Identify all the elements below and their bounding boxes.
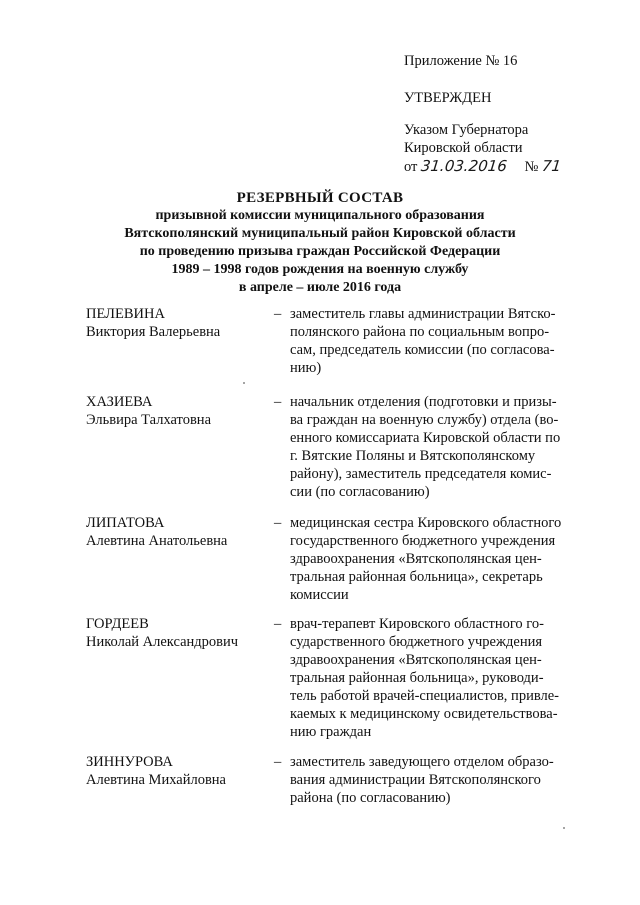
role-line: нию граждан [290,724,372,740]
role-line: начальник отделения (подготовки и призы- [290,394,557,410]
role-line: медицинская сестра Кировского областного [290,515,562,531]
member-name [86,615,271,651]
handwritten-number: 71 [541,157,563,175]
member-role [290,615,578,741]
role-line: сам, председатель комиссии (по согласова- [290,342,555,358]
role-line: вания администрации Вятскополянского [290,772,541,788]
member-dash: – [274,306,282,322]
title-line-5: в апреле – июле 2016 года [238,280,402,295]
member-dash: – [274,754,282,770]
member-name [86,305,271,341]
member-role [290,514,578,604]
member-surname: ЛИПАТОВА [86,515,165,531]
member-surname: ГОРДЕЕВ [86,616,149,632]
role-line: енного комиссариата Кировской области по [290,430,561,446]
approved-stamp-text: УТВЕРЖДЕН [404,90,492,106]
title-line-4: 1989 – 1998 годов рождения на военную службу [171,262,469,277]
member-surname: ПЕЛЕВИНА [86,306,165,322]
role-line: заместитель заведующего отделом образо- [290,754,554,770]
handwritten-date: 31.03.2016 [420,157,508,175]
role-line: сударственного бюджетного учреждения [290,634,543,650]
role-line: района (по согласованию) [290,790,451,806]
member-dash: – [274,616,282,632]
member-given-name: Виктория Валерьевна [86,324,221,340]
role-line: тральная районная больница», руководи- [290,670,544,686]
title-line-2: Вятскополянский муниципальный район Кировской области [124,226,516,241]
role-line: полянского района по социальным вопро- [290,324,550,340]
member-dash: – [274,394,282,410]
role-line: г. Вятские Поляны и Вятскополянскому [290,448,536,464]
role-line: врач-терапевт Кировского областного го- [290,616,544,632]
scan-speck [563,827,565,829]
date-prefix: от [404,159,418,175]
member-role [290,393,578,501]
member-name [86,514,271,550]
decree-line-1: Указом Губернатора [404,122,529,138]
role-line: каемых к медицинскому освидетельствова- [290,706,558,722]
member-surname: ЗИННУРОВА [86,754,173,770]
member-given-name: Алевтина Михайловна [86,772,226,788]
scan-speck [243,382,245,384]
title-line-1: призывной комиссии муниципального образования [155,208,485,223]
member-dash: – [274,515,282,531]
member-name [86,393,271,429]
role-line: сии (по согласованию) [290,484,430,500]
role-line: тель работой врачей-специалистов, привле- [290,688,559,704]
member-role [290,305,578,377]
member-surname: ХАЗИЕВА [86,394,153,410]
role-line: государственного бюджетного учреждения [290,533,556,549]
role-line: здравоохранения «Вятскополянская цен- [290,551,542,567]
document-title [40,189,600,297]
role-line: заместитель главы администрации Вятско- [290,306,556,322]
decree-line-2: Кировской области [404,140,523,156]
role-line: ва граждан на военную службу) отдела (во- [290,412,559,428]
appendix-number: Приложение № 16 [404,53,518,69]
decree-date-line [404,157,561,176]
role-line: здравоохранения «Вятскополянская цен- [290,652,542,668]
member-role [290,753,578,807]
member-given-name: Николай Александрович [86,634,239,650]
role-line: нию) [290,360,322,376]
member-given-name: Эльвира Талхатовна [86,412,211,428]
member-given-name: Алевтина Анатольевна [86,533,228,549]
member-name [86,753,271,789]
title-main: РЕЗЕРВНЫЙ СОСТАВ [236,190,404,206]
role-line: тральная районная больница», секретарь [290,569,543,585]
title-line-3: по проведению призыва граждан Российской Федерации [139,244,501,259]
role-line: комиссии [290,587,349,603]
role-line: району), заместитель председателя комис- [290,466,552,482]
number-prefix: № [524,159,539,175]
